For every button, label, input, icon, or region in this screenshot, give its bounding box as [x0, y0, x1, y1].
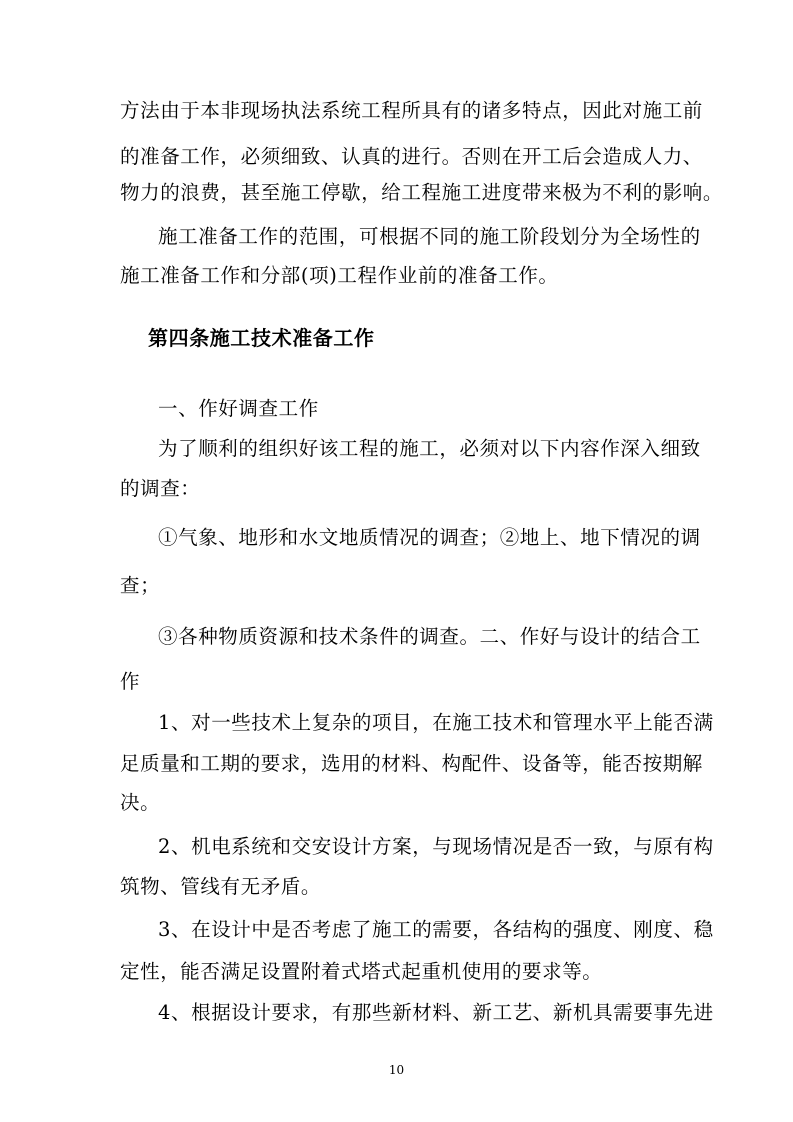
body-text-line: 足质量和工期的要求，选用的材料、构配件、设备等，能否按期解 [120, 752, 703, 775]
body-text-line: 查； [120, 574, 161, 597]
body-text-line: 定性，能否满足设置附着式塔式起重机使用的要求等。 [120, 960, 603, 983]
subsection-title: 一、作好调查工作 [158, 397, 319, 420]
body-text-line: 方法由于本非现场执法系统工程所具有的诸多特点，因此对施工前 [120, 99, 703, 122]
body-text-line: 的调查： [120, 477, 201, 500]
body-text-line: ①气象、地形和水文地质情况的调查；②地上、地下情况的调 [158, 526, 701, 549]
body-text-line: 筑物、管线有无矛盾。 [120, 875, 322, 898]
body-text-line: 3、在设计中是否考虑了施工的需要，各结构的强度、刚度、稳 [158, 918, 714, 941]
body-text-line: 4、根据设计要求，有那些新材料、新工艺、新机具需要事先进 [158, 1001, 714, 1024]
body-text-line: ③各种物质资源和技术条件的调查。二、作好与设计的结合工 [158, 625, 701, 648]
body-text-line: 施工准备工作的范围，可根据不同的施工阶段划分为全场性的 [158, 225, 701, 248]
body-text-line: 1、对一些技术上复杂的项目，在施工技术和管理水平上能否满 [158, 711, 714, 734]
section-heading: 第四条施工技术准备工作 [148, 326, 375, 350]
body-text-line: 为了顺利的组织好该工程的施工，必须对以下内容作深入细致 [158, 437, 701, 460]
body-text-line: 的准备工作，必须细致、认真的进行。否则在开工后会造成人力、 [120, 145, 703, 168]
page-number: 10 [388, 1063, 405, 1077]
body-text-line: 作 [120, 670, 141, 693]
body-text-line: 2、机电系统和交安设计方案，与现场情况是否一致，与原有构 [158, 835, 714, 858]
body-text-line: 决。 [120, 791, 161, 814]
body-text-line: 施工准备工作和分部(项)工程作业前的准备工作。 [120, 264, 559, 287]
body-text-line: 物力的浪费，甚至施工停歇，给工程施工进度带来极为不利的影响。 [120, 181, 724, 204]
